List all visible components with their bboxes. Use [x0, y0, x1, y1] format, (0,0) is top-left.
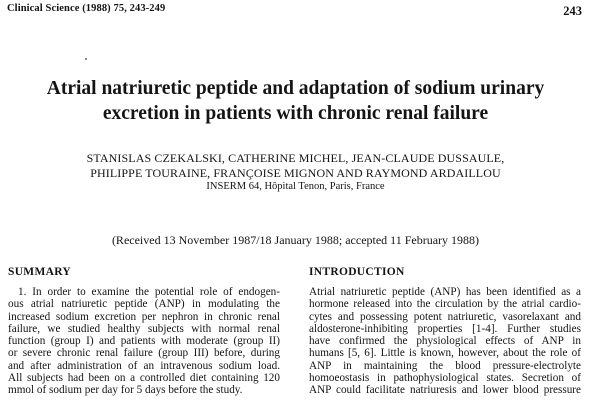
summary-paragraph: [8, 286, 280, 397]
introduction-heading: INTRODUCTION: [309, 266, 405, 278]
scan-speck: [85, 58, 87, 60]
text-line: mmol of sodium per day for 5 days before the study.: [8, 384, 243, 397]
text-line: humans [5, 6]. Little is known, however, about the role of: [309, 347, 581, 360]
text-line: ANP could facilitate natriuresis and lower blood pressure: [309, 384, 581, 397]
text-line: ANP in maintaining the blood pressure-electrolyte: [309, 359, 581, 372]
affiliation: INSERM 64, Hôpital Tenon, Paris, France: [206, 181, 385, 192]
introduction-column: [309, 266, 581, 397]
authors-line: STANISLAS CZEKALSKI, CATHERINE MICHEL, JEAN-CLAUDE DUSSAULE,: [86, 151, 505, 165]
summary-column: [8, 266, 280, 397]
summary-heading: SUMMARY: [8, 266, 72, 278]
text-line: and after administration of an intravenous sodium load.: [8, 359, 280, 372]
text-line: 1. In order to examine the potential role of endogen-: [18, 286, 280, 298]
text-line: function (group I) and patients with moderate (group II): [8, 335, 280, 348]
text-line: aldosterone-inhibiting properties [1-4]. Further studies: [309, 322, 581, 335]
title-line: Atrial natriuretic peptide and adaptation of sodium urinary: [46, 78, 545, 99]
text-line: failure, we studied healthy subjects with normal renal: [8, 322, 280, 335]
text-line: cytes and possessing potent natriuretic, vasorelaxant and: [309, 310, 581, 323]
text-line: increased sodium excretion per nephron in chronic renal: [8, 310, 280, 323]
article-title: [0, 76, 591, 126]
text-line: hormone released into the circulation by the atrial cardio-: [309, 298, 581, 311]
received-dates: (Received 13 November 1987/18 January 1988; accepted 11 February 1988): [111, 233, 480, 247]
text-line: ous atrial natriuretic peptide (ANP) in modulating the: [8, 298, 280, 311]
author-list: [0, 151, 591, 180]
text-line: or severe chronic renal failure (group III) before, during: [8, 347, 280, 360]
text-line: homoeostasis in pathophysiological states. Secretion of: [309, 372, 581, 385]
authors-line: PHILIPPE TOURAINE, FRANÇOISE MIGNON AND RAYMOND ARDAILLOU: [90, 165, 501, 180]
text-line: have confirmed the physiological effects of ANP in: [309, 335, 581, 348]
text-line: Atrial natriuretic peptide (ANP) has been identified as a: [309, 286, 581, 298]
title-line: excretion in patients with chronic renal failure: [102, 103, 489, 124]
journal-citation: Clinical Science (1988) 75, 243-249: [7, 3, 166, 14]
text-line: All subjects had been on a controlled diet containing 120: [8, 372, 280, 385]
introduction-paragraph: [309, 286, 581, 397]
page-number: 243: [563, 4, 582, 18]
